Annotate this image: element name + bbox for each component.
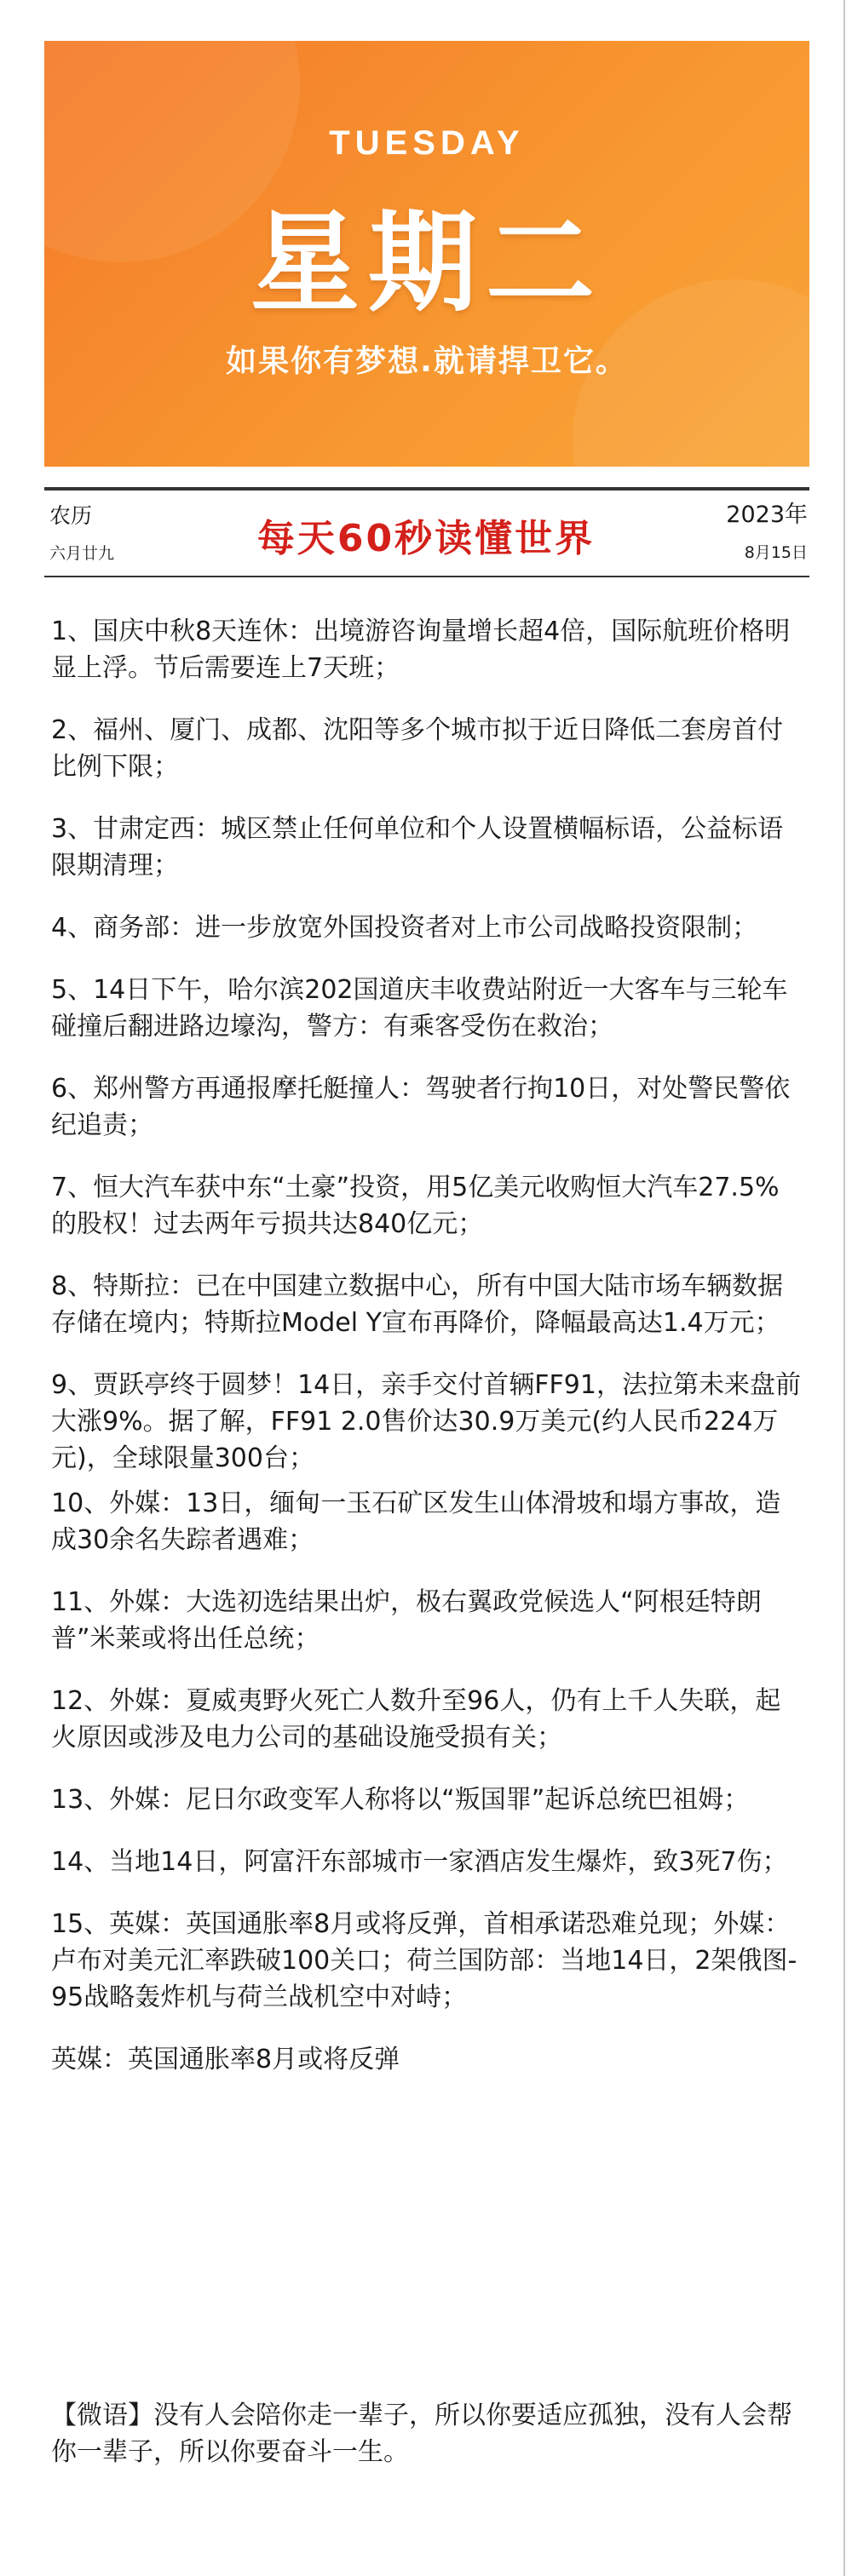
lunar-date: 六月廿九 <box>49 544 115 563</box>
news-item: 10、外媒：13日，缅甸一玉石矿区发生山体滑坡和塌方事故，造成30余名失踪者遇难； <box>51 1489 781 1555</box>
news-item: 14、当地14日，阿富汗东部城市一家酒店发生爆炸，致3死7伤； <box>51 1847 788 1877</box>
header-rule-bottom <box>44 576 809 577</box>
lunar-label: 农历 <box>49 503 93 528</box>
date: 8月15日 <box>744 543 808 562</box>
news-item: 8、特斯拉：已在中国建立数据中心，所有中国大陆市场车辆数据存储在境内；特斯拉Model Y宣布再降价，降幅最高达1.4万元； <box>51 1271 784 1338</box>
news-item: 英媒：英国通胀率8月或将反弹 <box>51 2045 400 2074</box>
news-item: 7、恒大汽车获中东“土豪”投资，用5亿美元收购恒大汽车27.5%的股权！过去两年亏损共达840亿元； <box>51 1173 780 1239</box>
weekday-chinese: 星期二 <box>250 200 603 327</box>
right-border <box>843 0 845 2576</box>
news-item: 9、贾跃亭终于圆梦！14日，亲手交付首辆FF91，法拉第未来盘前大涨9%。据了解，FF91 2.0售价达30.9万美元(约人民币224万元)，全球限量300台； <box>51 1370 801 1473</box>
news-item: 15、英媒：英国通胀率8月或将反弹，首相承诺恐难兑现；外媒：卢布对美元汇率跌破100关口；荷兰国防部：当地14日，2架俄图-95战略轰炸机与荷兰战机空中对峙； <box>51 1909 797 2012</box>
news-item: 3、甘肃定西：城区禁止任何单位和个人设置横幅标语，公益标语限期清理； <box>51 814 784 881</box>
weekday-english: TUESDAY <box>329 124 525 162</box>
news-item: 12、外媒：夏威夷野火死亡人数升至96人，仍有上千人失联，起火原因或涉及电力公司的基础设施受损有关； <box>51 1686 781 1753</box>
weekday-banner <box>44 41 809 467</box>
news-item: 11、外媒：大选初选结果出炉，极右翼政党候选人“阿根廷特朗普”米莱或将出任总统； <box>51 1587 762 1654</box>
footer-quote: 【微语】没有人会陪你走一辈子，所以你要适应孤独，没有人会帮你一辈子，所以你要奋斗一生。 <box>51 2401 792 2467</box>
year: 2023年 <box>726 502 808 528</box>
slogan: 每天60秒读懂世界 <box>256 517 596 560</box>
header-rule-top <box>44 487 809 491</box>
news-item: 1、国庆中秋8天连休：出境游咨询量增长超4倍，国际航班价格明显上浮。节后需要连上7天班； <box>51 617 791 683</box>
news-list <box>51 613 801 2103</box>
motto: 如果你有梦想.就请捍卫它。 <box>226 344 628 379</box>
news-item: 2、福州、厦门、成都、沈阳等多个城市拟于近日降低二套房首付比例下限； <box>51 715 784 782</box>
news-item: 5、14日下午，哈尔滨202国道庆丰收费站附近一大客车与三轮车碰撞后翻进路边壕沟，警方：有乘客受伤在救治； <box>51 975 788 1041</box>
news-item: 6、郑州警方再通报摩托艇撞人：驾驶者行拘10日，对处警民警依纪追责； <box>51 1074 791 1140</box>
news-item: 13、外媒：尼日尔政变军人称将以“叛国罪”起诉总统巴祖姆； <box>51 1785 750 1815</box>
news-item: 4、商务部：进一步放宽外国投资者对上市公司战略投资限制； <box>51 913 758 943</box>
